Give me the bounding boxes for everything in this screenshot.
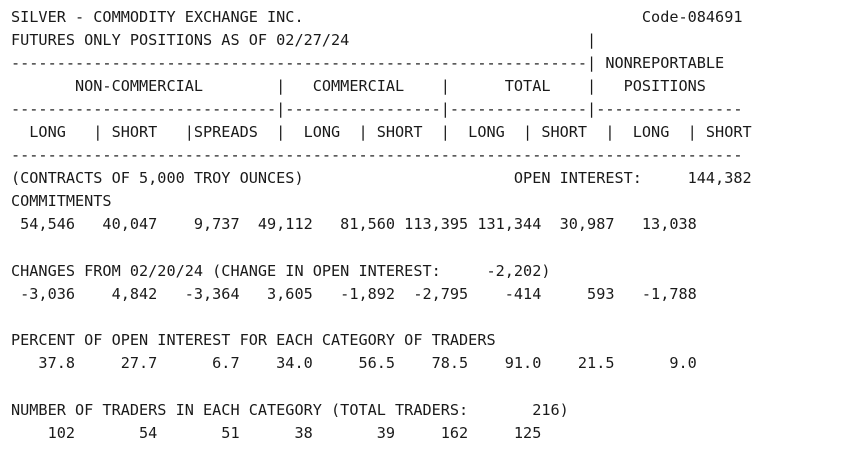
percent-values: 37.8 27.7 6.7 34.0 56.5 78.5 91.0 21.5 9.0 [11,354,697,372]
commitments-values: 54,546 40,047 9,737 49,112 81,560 113,395 131,344 30,987 13,038 [11,215,697,233]
changes-heading: CHANGES FROM 02/20/24 (CHANGE IN OPEN INTEREST: -2,202) [11,262,551,280]
contracts-open-interest: (CONTRACTS OF 5,000 TROY OUNCES) OPEN INTEREST: 144,382 [11,169,752,187]
header-rule-middle: -----------------------------|-----------------|---------------|---------------- [11,100,743,118]
report-date-line: FUTURES ONLY POSITIONS AS OF 02/27/24 | [11,31,597,49]
header-rule-bottom: -------------------------------------------------------------------------------- [11,146,743,164]
traders-values: 102 54 51 38 39 162 125 [11,424,542,442]
header-rule-top: ---------------------------------------------------------------| NONREPORTABLE [11,54,725,72]
header-group-labels: NON-COMMERCIAL | COMMERCIAL | TOTAL | POSITIONS [11,77,706,95]
traders-heading: NUMBER OF TRADERS IN EACH CATEGORY (TOTAL TRADERS: 216) [11,401,569,419]
header-column-labels: LONG | SHORT |SPREADS | LONG | SHORT | LONG | SHORT | LONG | SHORT [11,123,752,141]
percent-heading: PERCENT OF OPEN INTEREST FOR EACH CATEGORY OF TRADERS [11,331,496,349]
report-title: SILVER - COMMODITY EXCHANGE INC. Code-084691 [11,8,743,26]
changes-values: -3,036 4,842 -3,364 3,605 -1,892 -2,795 -414 593 -1,788 [11,285,697,303]
commitments-heading: COMMITMENTS [11,192,112,210]
